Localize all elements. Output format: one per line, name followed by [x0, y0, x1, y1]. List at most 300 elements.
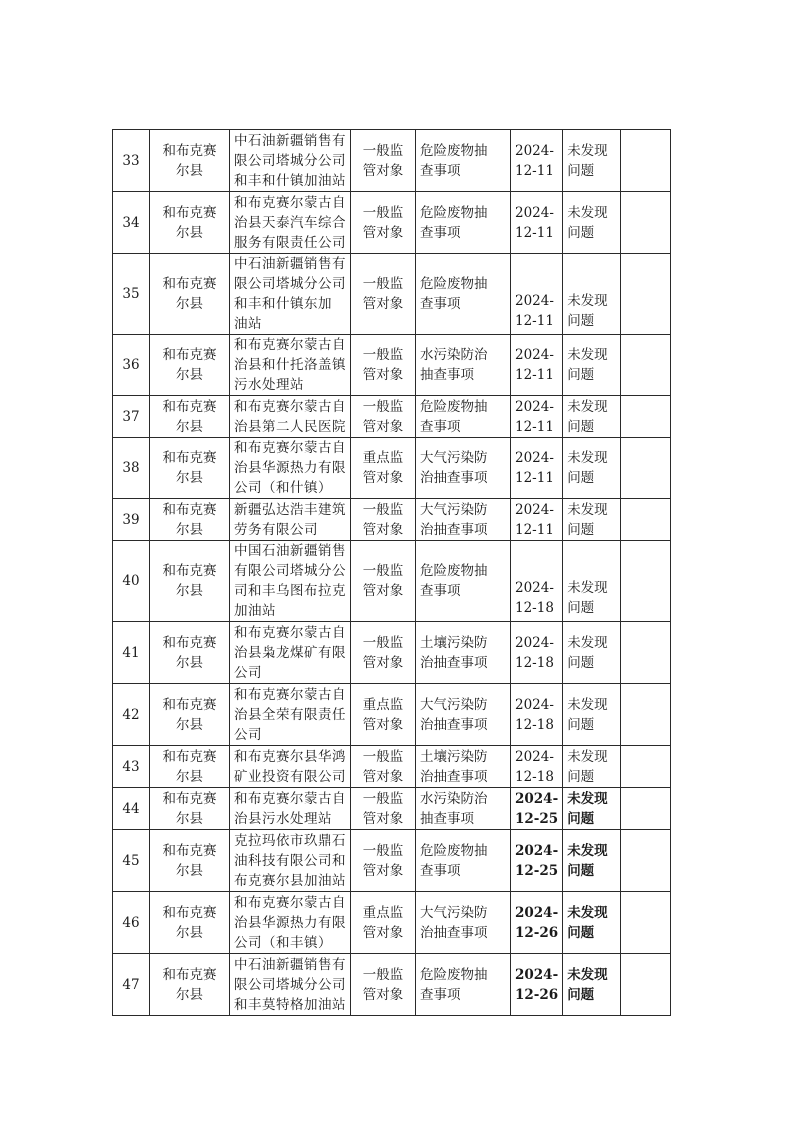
county-line: 尔县: [176, 418, 203, 435]
remarks-cell: [621, 788, 671, 830]
county-line: 尔县: [176, 367, 203, 383]
table-row: [113, 830, 671, 892]
row-number-cell: 33: [113, 130, 150, 192]
inspection-date-cell: [511, 192, 563, 254]
inspection-result-line: 未发现: [567, 398, 608, 415]
inspection-date-cell: [511, 684, 563, 746]
row-number-cell: 38: [113, 438, 150, 499]
inspection-result-cell: [563, 541, 621, 622]
entity-name-cell: [230, 541, 351, 622]
table-row: [113, 499, 671, 541]
entity-name-line: 和布克赛尔蒙古自: [234, 686, 346, 703]
entity-name-line: 和布克赛尔县华鸿: [234, 748, 346, 765]
inspection-date-line: 2024-: [515, 204, 554, 221]
supervision-type-line: 管对象: [362, 367, 404, 383]
entity-name-line: 和丰莫特格加油站: [234, 996, 346, 1013]
county-cell: [150, 438, 230, 499]
entity-name-line: 和布克赛尔蒙古自: [234, 790, 346, 807]
inspection-result-cell: [563, 892, 621, 954]
inspection-item-cell: [416, 788, 511, 830]
entity-name-line: 限公司塔城分公司: [234, 152, 346, 169]
inspection-result-line: 问题: [567, 470, 595, 486]
remarks-cell: [621, 499, 671, 541]
supervision-type-line: 一般监: [362, 501, 404, 518]
county-line: 和布克赛: [162, 748, 217, 765]
inspection-date-cell: [511, 541, 563, 622]
inspection-item-line: 水污染防治: [420, 347, 488, 363]
inspection-date-cell: [511, 499, 563, 541]
row-number-cell: 37: [113, 396, 150, 438]
supervision-type-cell: [351, 830, 416, 892]
supervision-type-line: 一般监: [362, 842, 404, 859]
supervision-type-cell: [351, 130, 416, 192]
supervision-type-line: 一般监: [362, 634, 404, 651]
remarks-cell: [621, 438, 671, 499]
inspection-item-cell: [416, 892, 511, 954]
supervision-type-cell: [351, 892, 416, 954]
county-line: 和布克赛: [162, 634, 217, 651]
entity-name-line: 中石油新疆销售有: [234, 132, 346, 149]
inspection-date-line: 12-18: [515, 768, 554, 785]
inspection-date-line: 12-18: [515, 600, 554, 616]
inspection-date-cell: [511, 130, 563, 192]
entity-name-line: 治县华源热力有限: [234, 460, 346, 476]
supervision-type-line: 管对象: [362, 768, 404, 785]
remarks-cell: [621, 396, 671, 438]
supervision-type-line: 一般监: [362, 563, 404, 579]
supervision-type-line: 管对象: [362, 224, 404, 241]
inspection-item-line: 土壤污染防: [420, 748, 488, 765]
inspection-result-line: 问题: [567, 716, 595, 733]
supervision-type-cell: [351, 192, 416, 254]
inspection-date-cell: [511, 892, 563, 954]
supervision-type-line: 管对象: [362, 654, 404, 671]
supervision-type-line: 管对象: [362, 418, 404, 435]
inspection-date-line: 2024-: [515, 398, 554, 415]
inspection-result-line: 未发现: [567, 347, 608, 363]
inspection-date-cell: [511, 438, 563, 499]
entity-name-cell: [230, 254, 351, 335]
inspection-date-cell: [511, 830, 563, 892]
inspection-date-line: 2024-: [515, 842, 559, 859]
inspection-result-cell: [563, 746, 621, 788]
row-number-cell: 46: [113, 892, 150, 954]
inspection-result-cell: [563, 335, 621, 396]
supervision-type-line: 一般监: [362, 790, 404, 807]
inspection-date-line: 12-11: [515, 224, 554, 241]
entity-name-cell: [230, 788, 351, 830]
inspection-item-line: 查事项: [420, 862, 461, 879]
table-row: [113, 396, 671, 438]
county-line: 和布克赛: [162, 501, 217, 518]
inspection-result-line: 问题: [567, 986, 595, 1003]
inspection-date-line: 12-11: [515, 313, 554, 329]
inspection-item-line: 水污染防治: [420, 790, 488, 807]
remarks-cell: [621, 892, 671, 954]
inspection-result-line: 未发现: [567, 204, 608, 221]
inspection-item-line: 治抽查事项: [420, 521, 488, 538]
remarks-cell: [621, 192, 671, 254]
inspection-item-line: 危险废物抽: [420, 204, 488, 221]
county-line: 尔县: [176, 521, 203, 538]
entity-name-line: 布克赛尔县加油站: [234, 872, 346, 889]
inspection-result-line: 未发现: [567, 904, 608, 921]
supervision-type-cell: [351, 684, 416, 746]
county-line: 尔县: [176, 924, 203, 941]
county-line: 尔县: [176, 296, 203, 312]
county-line: 和布克赛: [162, 142, 217, 159]
supervision-type-line: 管对象: [362, 521, 404, 538]
entity-name-line: 油站: [234, 316, 262, 332]
entity-name-line: 克拉玛依市玖鼎石: [234, 832, 346, 849]
entity-name-line: 矿业投资有限公司: [234, 768, 346, 785]
inspection-result-cell: [563, 192, 621, 254]
supervision-type-cell: [351, 335, 416, 396]
inspection-item-cell: [416, 130, 511, 192]
inspection-result-line: 问题: [567, 600, 595, 616]
inspection-item-line: 查事项: [420, 224, 461, 241]
entity-name-cell: [230, 396, 351, 438]
county-cell: [150, 892, 230, 954]
entity-name-cell: [230, 746, 351, 788]
inspection-date-line: 2024-: [515, 501, 554, 518]
county-line: 和布克赛: [162, 696, 217, 713]
supervision-type-line: 一般监: [362, 204, 404, 221]
inspection-result-line: 未发现: [567, 696, 608, 713]
inspection-date-line: 2024-: [515, 696, 554, 713]
inspection-result-line: 未发现: [567, 142, 608, 159]
entity-name-line: 治县天泰汽车综合: [234, 214, 346, 231]
inspection-date-line: 2024-: [515, 904, 559, 921]
entity-name-cell: [230, 830, 351, 892]
county-cell: [150, 335, 230, 396]
entity-name-line: 和丰和什镇东加: [234, 296, 332, 312]
inspection-item-cell: [416, 684, 511, 746]
entity-name-line: 治县华源热力有限: [234, 914, 346, 931]
entity-name-cell: [230, 335, 351, 396]
row-number-cell: 36: [113, 335, 150, 396]
inspection-result-line: 问题: [567, 862, 595, 879]
entity-name-line: 劳务有限公司: [234, 521, 318, 538]
entity-name-line: 限公司塔城分公司: [234, 276, 346, 292]
county-line: 尔县: [176, 162, 203, 179]
entity-name-line: 司和丰乌图布拉克: [234, 583, 346, 599]
county-cell: [150, 192, 230, 254]
inspection-result-cell: [563, 830, 621, 892]
supervision-type-line: 重点监: [362, 696, 404, 713]
entity-name-line: 治县第二人民医院: [234, 418, 346, 435]
entity-name-line: 和丰和什镇加油站: [234, 172, 346, 189]
inspection-date-cell: [511, 622, 563, 684]
inspection-result-cell: [563, 622, 621, 684]
table-row: [113, 684, 671, 746]
inspection-date-cell: [511, 335, 563, 396]
inspection-result-line: 问题: [567, 313, 595, 329]
table-row: [113, 192, 671, 254]
county-line: 尔县: [176, 470, 203, 486]
entity-name-line: 油科技有限公司和: [234, 852, 346, 869]
entity-name-cell: [230, 499, 351, 541]
inspection-item-line: 危险废物抽: [420, 563, 488, 579]
inspection-result-line: 未发现: [567, 842, 608, 859]
county-cell: [150, 622, 230, 684]
supervision-type-line: 管对象: [362, 470, 404, 486]
inspection-item-cell: [416, 254, 511, 335]
county-line: 和布克赛: [162, 842, 217, 859]
table-row: [113, 954, 671, 1016]
inspection-date-line: 2024-: [515, 347, 554, 363]
inspection-item-line: 抽查事项: [420, 810, 474, 827]
entity-name-line: 中石油新疆销售有: [234, 956, 346, 973]
entity-name-line: 和布克赛尔蒙古自: [234, 440, 346, 456]
inspection-result-line: 未发现: [567, 580, 608, 596]
inspection-result-line: 问题: [567, 768, 595, 785]
inspection-date-line: 12-11: [515, 162, 554, 179]
row-number-cell: 47: [113, 954, 150, 1016]
entity-name-cell: [230, 954, 351, 1016]
entity-name-line: 和布克赛尔蒙古自: [234, 194, 346, 211]
table-row: [113, 335, 671, 396]
table-body: [113, 130, 671, 1016]
county-cell: [150, 788, 230, 830]
inspection-item-line: 治抽查事项: [420, 716, 488, 733]
inspection-date-line: 2024-: [515, 790, 559, 807]
remarks-cell: [621, 254, 671, 335]
entity-name-line: 有限公司塔城分公: [234, 563, 346, 579]
inspection-result-cell: [563, 788, 621, 830]
county-line: 尔县: [176, 768, 203, 785]
supervision-type-line: 重点监: [362, 450, 404, 466]
inspection-item-line: 治抽查事项: [420, 470, 488, 486]
inspection-result-cell: [563, 438, 621, 499]
remarks-cell: [621, 130, 671, 192]
entity-name-line: 污水处理站: [234, 377, 304, 393]
entity-name-line: 和布克赛尔蒙古自: [234, 337, 346, 353]
county-line: 和布克赛: [162, 276, 217, 292]
inspection-item-line: 危险废物抽: [420, 398, 488, 415]
remarks-cell: [621, 954, 671, 1016]
entity-name-cell: [230, 622, 351, 684]
remarks-cell: [621, 622, 671, 684]
table-row: [113, 130, 671, 192]
inspection-date-line: 2024-: [515, 142, 554, 159]
inspection-item-line: 抽查事项: [420, 367, 474, 383]
inspection-result-line: 未发现: [567, 748, 608, 765]
inspection-result-line: 问题: [567, 810, 595, 827]
inspection-date-line: 12-25: [515, 862, 559, 879]
county-cell: [150, 830, 230, 892]
supervision-type-cell: [351, 254, 416, 335]
remarks-cell: [621, 335, 671, 396]
inspection-item-cell: [416, 954, 511, 1016]
entity-name-line: 和布克赛尔蒙古自: [234, 624, 346, 641]
inspection-item-cell: [416, 438, 511, 499]
row-number-cell: 41: [113, 622, 150, 684]
inspection-date-line: 2024-: [515, 748, 554, 765]
county-cell: [150, 746, 230, 788]
row-number-cell: 35: [113, 254, 150, 335]
supervision-type-line: 一般监: [362, 142, 404, 159]
row-number-cell: 40: [113, 541, 150, 622]
inspection-item-cell: [416, 746, 511, 788]
inspection-item-line: 治抽查事项: [420, 768, 488, 785]
inspection-item-line: 土壤污染防: [420, 634, 488, 651]
inspection-date-line: 12-18: [515, 654, 554, 671]
supervision-type-cell: [351, 396, 416, 438]
inspection-item-line: 危险废物抽: [420, 966, 488, 983]
entity-name-line: 服务有限责任公司: [234, 234, 346, 251]
entity-name-cell: [230, 438, 351, 499]
remarks-cell: [621, 541, 671, 622]
supervision-type-cell: [351, 788, 416, 830]
inspection-result-cell: [563, 254, 621, 335]
remarks-cell: [621, 684, 671, 746]
inspection-date-line: 2024-: [515, 966, 559, 983]
table-row: [113, 746, 671, 788]
supervision-type-line: 一般监: [362, 398, 404, 415]
supervision-type-cell: [351, 954, 416, 1016]
county-cell: [150, 541, 230, 622]
inspection-item-line: 治抽查事项: [420, 924, 488, 941]
supervision-type-cell: [351, 622, 416, 684]
inspection-date-line: 2024-: [515, 450, 554, 466]
inspection-item-line: 大气污染防: [420, 450, 488, 466]
county-cell: [150, 684, 230, 746]
inspection-date-cell: [511, 788, 563, 830]
inspection-item-cell: [416, 499, 511, 541]
inspection-date-cell: [511, 254, 563, 335]
inspection-item-cell: [416, 396, 511, 438]
table-row: [113, 438, 671, 499]
inspection-date-line: 2024-: [515, 634, 554, 651]
inspection-result-cell: [563, 130, 621, 192]
entity-name-line: 和布克赛尔蒙古自: [234, 894, 346, 911]
entity-name-line: 中国石油新疆销售: [234, 543, 346, 559]
county-line: 和布克赛: [162, 966, 217, 983]
inspection-result-line: 问题: [567, 654, 595, 671]
supervision-type-line: 管对象: [362, 583, 404, 599]
supervision-type-line: 管对象: [362, 716, 404, 733]
supervision-type-line: 一般监: [362, 748, 404, 765]
entity-name-cell: [230, 892, 351, 954]
inspection-table: [112, 129, 671, 1016]
remarks-cell: [621, 746, 671, 788]
supervision-type-line: 管对象: [362, 986, 404, 1003]
inspection-date-line: 2024-: [515, 293, 554, 309]
inspection-item-line: 查事项: [420, 583, 461, 599]
entity-name-line: 公司（和什镇）: [234, 480, 332, 496]
inspection-item-line: 治抽查事项: [420, 654, 488, 671]
county-line: 尔县: [176, 224, 203, 241]
inspection-result-line: 未发现: [567, 293, 608, 309]
supervision-type-cell: [351, 746, 416, 788]
inspection-result-line: 问题: [567, 521, 595, 538]
county-line: 和布克赛: [162, 347, 217, 363]
county-line: 尔县: [176, 862, 203, 879]
county-cell: [150, 954, 230, 1016]
county-cell: [150, 254, 230, 335]
supervision-type-cell: [351, 541, 416, 622]
inspection-item-line: 查事项: [420, 296, 461, 312]
table-row: [113, 254, 671, 335]
inspection-item-line: 大气污染防: [420, 696, 488, 713]
entity-name-line: 中石油新疆销售有: [234, 256, 346, 272]
supervision-type-line: 一般监: [362, 966, 404, 983]
inspection-date-line: 2024-: [515, 580, 554, 596]
entity-name-line: 公司（和丰镇）: [234, 934, 332, 951]
inspection-item-line: 危险废物抽: [420, 276, 488, 292]
entity-name-cell: [230, 130, 351, 192]
inspection-result-cell: [563, 684, 621, 746]
inspection-item-cell: [416, 541, 511, 622]
inspection-date-line: 12-26: [515, 986, 559, 1003]
row-number-cell: 43: [113, 746, 150, 788]
inspection-result-line: 问题: [567, 418, 595, 435]
county-line: 和布克赛: [162, 450, 217, 466]
entity-name-line: 治县全荣有限责任: [234, 706, 346, 723]
row-number-cell: 42: [113, 684, 150, 746]
inspection-result-line: 未发现: [567, 634, 608, 651]
county-line: 尔县: [176, 810, 203, 827]
entity-name-line: 公司: [234, 726, 262, 743]
table-row: [113, 892, 671, 954]
inspection-date-cell: [511, 954, 563, 1016]
entity-name-line: 和布克赛尔蒙古自: [234, 398, 346, 415]
entity-name-line: 加油站: [234, 603, 276, 619]
inspection-date-line: 12-26: [515, 924, 559, 941]
inspection-date-line: 12-25: [515, 810, 559, 827]
inspection-result-line: 问题: [567, 224, 595, 241]
inspection-date-line: 12-11: [515, 367, 554, 383]
inspection-item-line: 查事项: [420, 162, 461, 179]
inspection-item-line: 危险废物抽: [420, 142, 488, 159]
inspection-item-cell: [416, 830, 511, 892]
inspection-item-cell: [416, 335, 511, 396]
inspection-item-line: 大气污染防: [420, 904, 488, 921]
county-cell: [150, 396, 230, 438]
inspection-date-cell: [511, 746, 563, 788]
entity-name-line: 治县枭龙煤矿有限: [234, 644, 346, 661]
entity-name-line: 新疆弘达浩丰建筑: [234, 501, 346, 518]
supervision-type-line: 管对象: [362, 924, 404, 941]
inspection-date-line: 12-18: [515, 716, 554, 733]
row-number-cell: 44: [113, 788, 150, 830]
table-row: [113, 541, 671, 622]
inspection-result-line: 未发现: [567, 450, 608, 466]
table-row: [113, 622, 671, 684]
inspection-item-line: 查事项: [420, 986, 461, 1003]
supervision-type-line: 管对象: [362, 162, 404, 179]
entity-name-line: 治县和什托洛盖镇: [234, 357, 346, 373]
supervision-type-line: 一般监: [362, 347, 404, 363]
county-cell: [150, 130, 230, 192]
inspection-result-line: 未发现: [567, 790, 608, 807]
inspection-date-cell: [511, 396, 563, 438]
row-number-cell: 34: [113, 192, 150, 254]
county-line: 和布克赛: [162, 398, 217, 415]
entity-name-line: 限公司塔城分公司: [234, 976, 346, 993]
inspection-date-line: 12-11: [515, 521, 554, 538]
table-row: [113, 788, 671, 830]
county-line: 和布克赛: [162, 904, 217, 921]
county-line: 尔县: [176, 583, 203, 599]
row-number-cell: 45: [113, 830, 150, 892]
inspection-item-cell: [416, 192, 511, 254]
inspection-result-line: 问题: [567, 162, 595, 179]
remarks-cell: [621, 830, 671, 892]
inspection-item-line: 危险废物抽: [420, 842, 488, 859]
inspection-result-line: 未发现: [567, 501, 608, 518]
